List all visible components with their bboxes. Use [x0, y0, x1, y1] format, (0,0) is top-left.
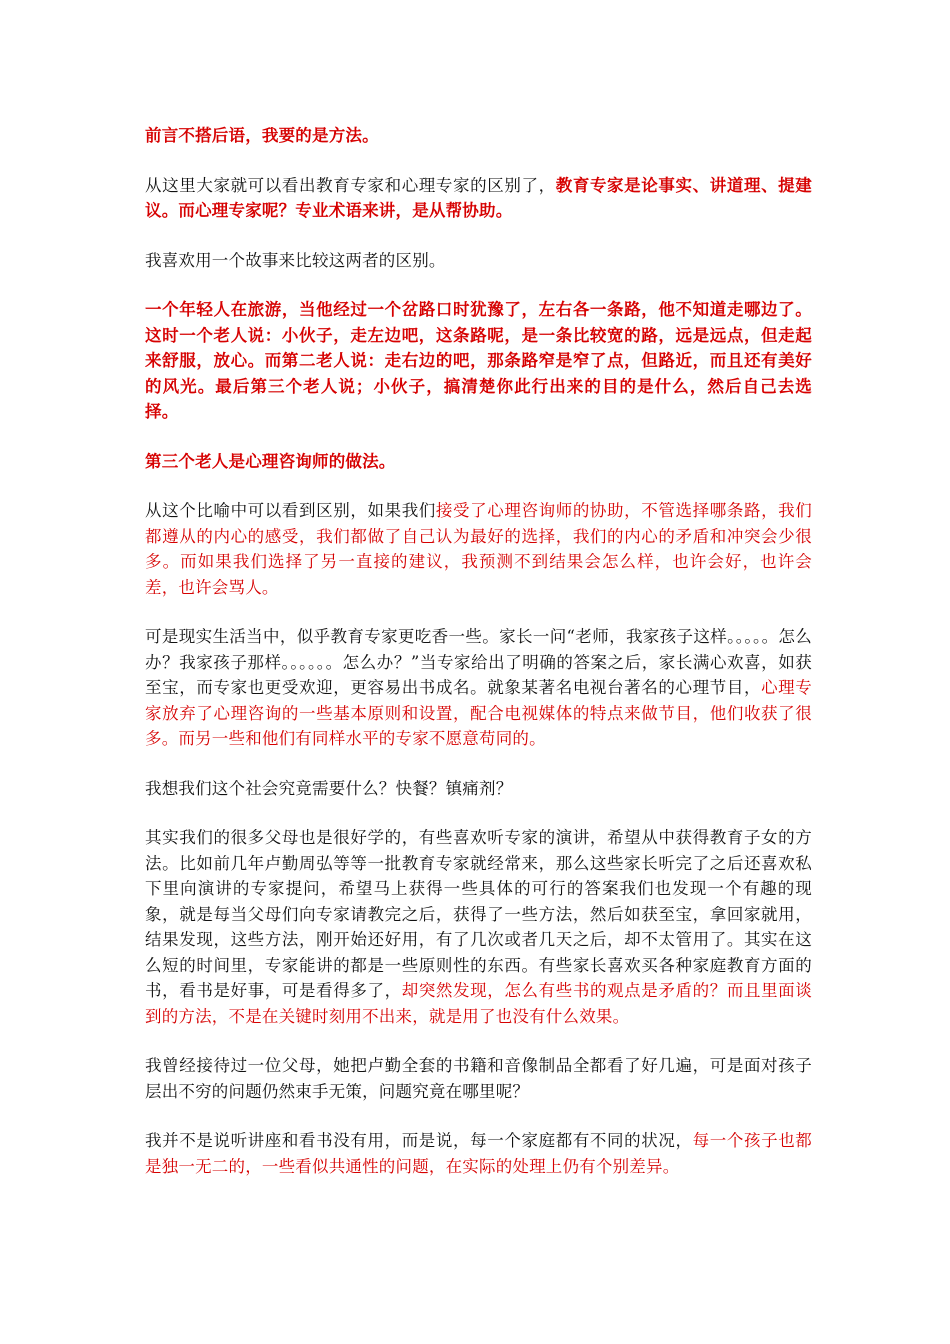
text-segment: 可是现实生活当中，似乎教育专家更吃香一些。家长一问“老师，我家孩子这样。。。。。怎么办？我家孩子那样。。。。。。怎么办？”当专家给出了明确的答案之后，家长满心欢喜，如获至宝，而专家也更受欢迎，更容易出书成名。就象某著名电视台著名的心理节目，	[145, 627, 812, 697]
paragraph-conclusion	[145, 1128, 812, 1179]
text-segment-highlight: 每一个孩子也都是独一无二的，一些看似共通性的问题，在实际的处理上仍有个别差异。	[145, 1131, 813, 1176]
text-segment: 从这里大家就可以看出教育专家和心理专家的区别了，	[145, 175, 556, 195]
text-segment-highlight: 教育专家是论事实、讲道理、提建议。而心理专家呢？专业术语来讲，是从帮协助。	[145, 175, 812, 220]
paragraph-story	[145, 297, 812, 425]
text-segment-highlight: 一个年轻人在旅游，当他经过一个岔路口时犹豫了，左右各一条路，他不知道走哪边了。这时一个老人说：小伙子，走左边吧，这条路呢，是一条比较宽的路，远是远点，但走起来舒服，放心。而第二老人说：走右边的吧，那条路窄是窄了点，但路近，而且还有美好的风光。最后第三个老人说；小伙子，搞清楚你此行出来的目的是什么，然后自己去选择。	[145, 300, 812, 421]
paragraph-story-intro	[145, 248, 812, 274]
paragraph-question	[145, 776, 812, 802]
paragraph-case	[145, 1053, 812, 1104]
text-segment: 从这个比喻中可以看到区别，如果我们	[145, 501, 436, 520]
text-segment-highlight: 却突然发现，怎么有些书的观点是矛盾的？而且里面谈到的方法，不是在关键时刻用不出来，就是用了也没有什么效果。	[145, 981, 812, 1026]
text-segment: 我并不是说听讲座和看书没有用，而是说，每一个家庭都有不同的状况，	[145, 1131, 693, 1150]
paragraph-intro-heading	[145, 123, 812, 149]
text-segment-highlight: 接受了心理咨询师的协助，不管选择哪条路，我们都遵从的内心的感受，我们都做了自己认为最好的选择，我们的内心的矛盾和冲突会少很多。而如果我们选择了另一直接的建议，我预测不到结果会怎么样，也许会好，也许会差，也许会骂人。	[145, 501, 812, 597]
paragraph-third-elder	[145, 449, 812, 475]
text-segment-highlight: 心理专家放弃了心理咨询的一些基本原则和设置，配合电视媒体的特点来做节目，他们收获了很多。而另一些和他们有同样水平的专家不愿意苟同的。	[145, 678, 812, 748]
text-segment: 其实我们的很多父母也是很好学的，有些喜欢听专家的演讲，希望从中获得教育子女的方法。比如前几年卢勤周弘等等一批教育专家就经常来，那么这些家长听完了之后还喜欢私下里向演讲的专家提问，希望马上获得一些具体的可行的答案我们也发现一个有趣的现象，就是每当父母们向专家请教完之后，获得了一些方法，然后如获至宝，拿回家就用，结果发现，这些方法，刚开始还好用，有了几次或者几天之后，却不太管用了。其实在这么短的时间里，专家能讲的都是一些原则性的东西。有些家长喜欢买各种家庭教育方面的书，看书是好事，可是看得多了，	[145, 828, 812, 1000]
text-segment: 前言不搭后语，我要的是方法。	[145, 126, 379, 145]
paragraph-expert-difference	[145, 173, 812, 224]
paragraph-parents	[145, 825, 812, 1029]
paragraph-metaphor	[145, 498, 812, 600]
text-segment-highlight: 第三个老人是心理咨询师的做法。	[145, 451, 396, 471]
text-segment: 我曾经接待过一位父母，她把卢勤全套的书籍和音像制品全都看了好几遍，可是面对孩子层出不穷的问题仍然束手无策，问题究竟在哪里呢？	[145, 1056, 812, 1101]
paragraph-reality	[145, 624, 812, 752]
text-segment: 我喜欢用一个故事来比较这两者的区别。	[145, 250, 446, 270]
text-segment: 我想我们这个社会究竟需要什么？快餐？镇痛剂？	[145, 778, 513, 798]
